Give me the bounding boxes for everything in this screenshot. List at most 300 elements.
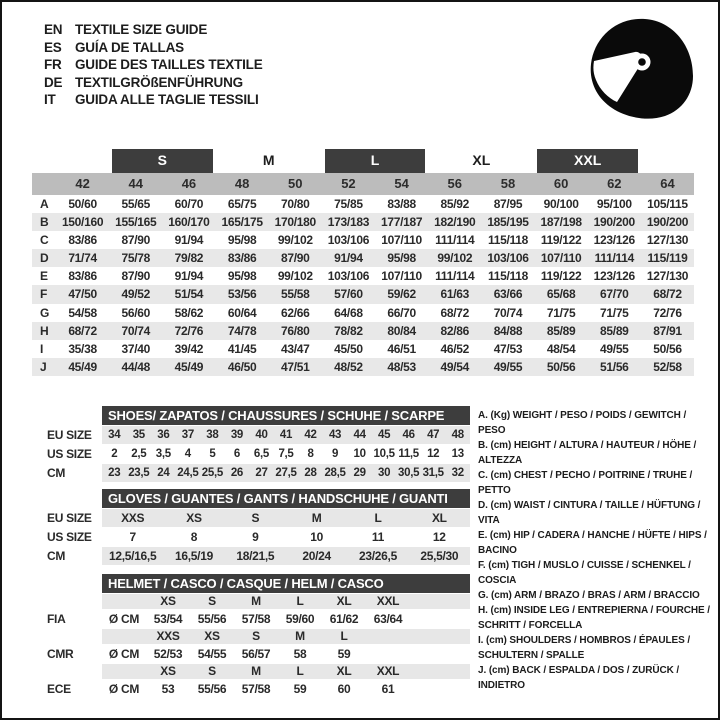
size-value: 30,5 bbox=[398, 467, 420, 479]
measurement-value: 50/56 bbox=[546, 359, 576, 374]
measurement-value: 123/126 bbox=[593, 269, 635, 284]
measurement-value: 177/187 bbox=[380, 215, 423, 230]
size-group-header: M bbox=[262, 152, 275, 168]
measurement-value: 111/114 bbox=[435, 233, 475, 248]
size-value: 23,5 bbox=[128, 467, 150, 479]
size-value: XXS bbox=[121, 511, 145, 525]
measurement-value: 185/195 bbox=[487, 215, 529, 230]
size-group-header: S bbox=[112, 149, 212, 173]
size-value: L bbox=[374, 511, 382, 525]
measurement-value: 66/70 bbox=[387, 305, 416, 320]
helmet-size-label: L bbox=[296, 594, 304, 608]
measurement-value: 115/118 bbox=[487, 233, 528, 248]
measurement-value: 75/78 bbox=[121, 251, 151, 266]
language-row bbox=[44, 91, 263, 109]
row-letter: H bbox=[40, 323, 49, 338]
language-title: GUIDA ALLE TAGLIE TESSILI bbox=[75, 92, 259, 108]
measurement-value: 165/175 bbox=[221, 215, 263, 230]
measurement-value: 76/80 bbox=[281, 323, 310, 338]
measurement-value: 70/80 bbox=[281, 197, 310, 211]
measurement-value: 87/90 bbox=[121, 269, 151, 284]
row-label: EU SIZE bbox=[47, 511, 92, 525]
helmet-size-value: 59/60 bbox=[285, 612, 315, 626]
measurement-value: 37/40 bbox=[121, 341, 151, 356]
language-title-block bbox=[44, 21, 263, 109]
row-label-spacer bbox=[32, 629, 102, 644]
legend-item: F. (cm) TIGH / MUSLO / CUISSE / SCHENKEL / COSCIA bbox=[478, 560, 691, 586]
measurement-value: 68/72 bbox=[653, 287, 682, 302]
size-column-header: 54 bbox=[394, 176, 409, 191]
measurement-value: 75/85 bbox=[334, 197, 363, 211]
measurement-value: 72/76 bbox=[174, 323, 204, 338]
size-column-header: 58 bbox=[500, 176, 516, 191]
helmet-size-label: XXL bbox=[376, 664, 400, 678]
measurement-value: 54/58 bbox=[68, 305, 97, 320]
unit-label: Ø CM bbox=[108, 612, 140, 626]
row-label-spacer bbox=[32, 664, 102, 679]
helmet-size-header-row bbox=[32, 664, 470, 679]
size-row bbox=[32, 528, 470, 546]
size-value: 28 bbox=[304, 467, 317, 479]
measurement-value: 70/74 bbox=[121, 323, 151, 338]
size-value: 42 bbox=[304, 429, 317, 441]
size-value: 30 bbox=[378, 467, 391, 479]
size-value: 12 bbox=[427, 448, 440, 460]
helmet-size-label: M bbox=[295, 629, 305, 643]
size-value: 44 bbox=[353, 429, 366, 441]
size-column-header: 60 bbox=[553, 176, 569, 191]
measurement-value: 103/106 bbox=[487, 251, 529, 266]
size-value: 36 bbox=[157, 429, 170, 441]
size-value: 27 bbox=[255, 467, 268, 479]
size-value: 37 bbox=[181, 429, 194, 441]
size-value: 16,5/19 bbox=[175, 549, 213, 563]
helmet-value-row bbox=[32, 610, 470, 628]
measurement-value: 105/115 bbox=[647, 197, 688, 211]
measurement-value: 91/94 bbox=[334, 251, 363, 266]
measurement-row bbox=[32, 267, 694, 285]
measurement-value: 68/72 bbox=[68, 323, 97, 338]
size-column-header: 48 bbox=[234, 176, 250, 191]
measurement-value: 87/90 bbox=[281, 251, 310, 266]
size-value: 12,5/16,5 bbox=[108, 549, 157, 563]
measurement-value: 49/54 bbox=[440, 359, 470, 374]
language-row bbox=[44, 21, 263, 39]
size-group-header: L bbox=[325, 149, 425, 173]
measurement-value: 56/60 bbox=[121, 305, 151, 320]
row-values bbox=[102, 547, 470, 565]
measurement-value: 85/89 bbox=[546, 323, 576, 338]
measurement-value: 119/122 bbox=[540, 233, 582, 248]
language-row bbox=[44, 39, 263, 57]
size-band-spacer bbox=[32, 173, 56, 195]
row-values bbox=[102, 445, 470, 463]
measurement-value: 61/63 bbox=[440, 287, 470, 302]
unit-spacer bbox=[102, 629, 146, 644]
size-value: 28,5 bbox=[324, 467, 346, 479]
row-values bbox=[102, 464, 470, 482]
helmet-size-value: 54/55 bbox=[197, 647, 227, 661]
measurement-value: 95/98 bbox=[387, 251, 416, 266]
size-row bbox=[32, 464, 470, 482]
size-value: 9 bbox=[252, 530, 259, 544]
size-value: 25,5 bbox=[201, 467, 223, 479]
helmet-size-label: XS bbox=[160, 664, 176, 678]
legend-item: J. (cm) BACK / ESPALDA / DOS / ZURÜCK / INDIETRO bbox=[478, 665, 680, 691]
row-label: EU SIZE bbox=[47, 428, 92, 442]
measurement-value: 52/58 bbox=[653, 359, 682, 374]
helmet-size-label: XXS bbox=[156, 629, 180, 643]
helmet-size-value: 53 bbox=[161, 682, 175, 696]
measurement-value: 182/190 bbox=[434, 215, 476, 230]
size-value: 40 bbox=[255, 429, 268, 441]
row-label: CM bbox=[47, 549, 66, 563]
size-value: 8 bbox=[190, 530, 198, 544]
measurement-value: 111/114 bbox=[435, 269, 475, 284]
legend-item: I. (cm) SHOULDERS / HOMBROS / ÉPAULES / SCHULTERN / SPALLE bbox=[478, 635, 691, 661]
standard-label: ECE bbox=[47, 682, 71, 696]
size-value: 26 bbox=[230, 467, 244, 479]
measurement-value: 71/74 bbox=[68, 251, 97, 266]
measurement-value: 62/66 bbox=[281, 305, 310, 320]
row-label: CM bbox=[47, 466, 66, 480]
helmet-size-value: 55/56 bbox=[197, 682, 227, 696]
measurement-row bbox=[32, 231, 694, 249]
measurement-value: 115/119 bbox=[647, 251, 688, 266]
size-value: 20/24 bbox=[302, 549, 331, 563]
measurement-value: 84/88 bbox=[493, 323, 523, 338]
measurement-value: 48/53 bbox=[387, 359, 416, 374]
measurement-value: 35/38 bbox=[68, 341, 97, 356]
legend-item: E. (cm) HIP / CADERA / HANCHE / HÜFTE / HIPS / BACINO bbox=[478, 530, 707, 556]
language-title: GUIDE DES TAILLES TEXTILE bbox=[75, 57, 263, 73]
legend-item: B. (cm) HEIGHT / ALTURA / HAUTEUR / HÖHE / ALTEZZA bbox=[478, 440, 697, 466]
helmet-size-label: S bbox=[208, 664, 216, 678]
size-value: 34 bbox=[108, 429, 121, 441]
measurement-value: 170/180 bbox=[274, 215, 316, 230]
helmet-value-row bbox=[32, 645, 470, 663]
measurement-value: 48/52 bbox=[334, 359, 363, 374]
language-row bbox=[44, 74, 263, 92]
size-value: XS bbox=[186, 511, 202, 525]
helmet-size-label: L bbox=[296, 664, 304, 678]
measurement-value: 85/92 bbox=[440, 197, 470, 211]
helmet-values bbox=[102, 610, 470, 628]
measurement-value: 67/70 bbox=[600, 287, 629, 302]
measurement-value: 47/53 bbox=[493, 341, 523, 356]
language-code: IT bbox=[44, 92, 56, 108]
size-value: 18/21,5 bbox=[236, 549, 275, 563]
helmet-size-label: S bbox=[208, 594, 216, 608]
legend-item: C. (cm) CHEST / PECHO / POITRINE / TRUHE / PETTO bbox=[478, 470, 693, 496]
measurement-value: 68/72 bbox=[440, 305, 470, 320]
size-value: 38 bbox=[206, 429, 219, 441]
size-value: 25,5/30 bbox=[420, 549, 459, 563]
legend-item: A. (Kg) WEIGHT / PESO / POIDS / GEWITCH / PESO bbox=[478, 410, 687, 436]
measurement-value: 99/102 bbox=[277, 269, 313, 284]
measurement-value: 58/62 bbox=[174, 305, 204, 320]
helmet-sizes bbox=[102, 664, 470, 679]
language-code: EN bbox=[44, 22, 63, 37]
measurement-value: 91/94 bbox=[174, 269, 204, 284]
measurement-value: 80/84 bbox=[387, 323, 416, 338]
size-value: 6,5 bbox=[253, 448, 269, 460]
measurement-value: 127/130 bbox=[646, 233, 689, 248]
helmet-size-label: XS bbox=[160, 594, 176, 608]
measurement-value: 46/51 bbox=[387, 341, 416, 356]
size-group-header bbox=[56, 149, 106, 173]
size-value: 3,5 bbox=[155, 448, 171, 460]
helmet-size-value: 63/64 bbox=[373, 612, 403, 626]
measurement-value: 103/106 bbox=[327, 233, 370, 248]
measurement-row bbox=[32, 195, 694, 213]
size-value: 41 bbox=[279, 429, 293, 441]
language-title: TEXTILE SIZE GUIDE bbox=[75, 22, 208, 37]
helmet-size-value: 59 bbox=[293, 682, 307, 696]
size-column-header: 64 bbox=[660, 176, 675, 191]
language-code: FR bbox=[44, 57, 62, 73]
size-row bbox=[32, 426, 470, 444]
measurement-value: 50/56 bbox=[653, 341, 682, 356]
size-value: 11,5 bbox=[398, 448, 419, 460]
size-value: 6 bbox=[233, 448, 240, 460]
measurement-value: 82/86 bbox=[440, 323, 470, 338]
measurement-value: 95/100 bbox=[596, 197, 632, 211]
size-value: 45 bbox=[378, 429, 391, 441]
helmet-size-value: 61 bbox=[381, 682, 395, 696]
row-label: US SIZE bbox=[47, 447, 92, 461]
size-value: 13 bbox=[451, 448, 464, 460]
size-value: XL bbox=[431, 511, 447, 525]
measurement-value: 64/68 bbox=[334, 305, 363, 320]
helmet-size-table bbox=[32, 574, 470, 698]
size-value: 5 bbox=[209, 448, 216, 460]
measurement-value: 45/49 bbox=[174, 359, 204, 374]
measurement-value: 65/68 bbox=[546, 287, 576, 302]
size-value: 4 bbox=[184, 448, 191, 460]
measurement-value: 46/50 bbox=[227, 359, 257, 374]
measurement-value: 60/70 bbox=[174, 197, 204, 211]
measurement-value: 63/66 bbox=[493, 287, 523, 302]
row-letter: B bbox=[40, 215, 49, 230]
helmet-section-title: HELMET / CASCO / CASQUE / HELM / CASCO bbox=[102, 574, 470, 593]
language-code: DE bbox=[44, 74, 63, 90]
shoes-size-table bbox=[32, 406, 470, 482]
size-group-header: XXL bbox=[537, 149, 637, 173]
row-label-spacer bbox=[32, 594, 102, 609]
size-value: 12 bbox=[432, 530, 446, 544]
language-code: ES bbox=[44, 39, 62, 55]
measurement-value: 45/49 bbox=[68, 359, 97, 374]
measurement-value: 51/54 bbox=[174, 287, 204, 302]
measurement-value: 90/100 bbox=[543, 197, 579, 211]
measurement-value: 91/94 bbox=[174, 233, 204, 248]
measurement-value: 79/82 bbox=[174, 251, 204, 266]
legend-item: H. (cm) INSIDE LEG / ENTREPIERNA / FOURCHE / SCHRITT / FORCELLA bbox=[478, 605, 710, 631]
measurement-value: 155/165 bbox=[115, 215, 157, 230]
measurement-value: 43/47 bbox=[281, 341, 310, 356]
size-value: 7 bbox=[129, 530, 136, 544]
size-row bbox=[32, 547, 470, 565]
measurement-value: 190/200 bbox=[646, 215, 689, 230]
helmet-sizes bbox=[102, 594, 470, 609]
size-value: 39 bbox=[230, 429, 244, 441]
measurement-value: 78/82 bbox=[334, 323, 363, 338]
size-value: 43 bbox=[328, 429, 342, 441]
legend-item: D. (cm) WAIST / CINTURA / TAILLE / HÜFTUNG / VITA bbox=[478, 500, 701, 526]
measurement-value: 83/86 bbox=[227, 251, 257, 266]
row-letter: A bbox=[40, 197, 49, 211]
measurement-value: 72/76 bbox=[653, 305, 682, 320]
size-column-header: 44 bbox=[128, 176, 143, 191]
measurement-value: 119/122 bbox=[540, 269, 582, 284]
size-column-header: 42 bbox=[75, 176, 90, 191]
measurement-value: 57/60 bbox=[334, 287, 363, 302]
helmet-size-label: S bbox=[252, 629, 260, 643]
measurement-value: 150/160 bbox=[61, 215, 104, 230]
measurement-value: 95/98 bbox=[227, 269, 257, 284]
helmet-size-value: 59 bbox=[337, 647, 351, 661]
measurement-value: 47/50 bbox=[68, 287, 97, 302]
measurement-value: 107/110 bbox=[381, 269, 422, 284]
measurement-legend bbox=[478, 408, 712, 693]
measurement-value: 83/86 bbox=[68, 269, 97, 284]
helmet-size-header-row bbox=[32, 629, 470, 644]
measurement-value: 99/102 bbox=[437, 251, 473, 266]
unit-label: Ø CM bbox=[108, 647, 140, 661]
helmet-size-label: M bbox=[251, 664, 261, 678]
measurement-value: 173/183 bbox=[327, 215, 370, 230]
row-letter: G bbox=[40, 305, 50, 320]
helmet-size-value: 55/56 bbox=[197, 612, 227, 626]
helmet-icon-svg bbox=[580, 14, 702, 126]
size-value: 27,5 bbox=[275, 467, 297, 479]
row-values bbox=[102, 509, 470, 527]
helmet-icon bbox=[580, 14, 702, 126]
unit-spacer bbox=[102, 594, 146, 609]
size-column-header: 50 bbox=[288, 176, 303, 191]
size-value: 48 bbox=[451, 429, 464, 441]
measurement-value: 49/52 bbox=[121, 287, 151, 302]
size-value: 46 bbox=[402, 429, 415, 441]
helmet-size-value: 58 bbox=[293, 647, 307, 661]
measurement-value: 47/51 bbox=[281, 359, 310, 374]
measurement-value: 103/106 bbox=[327, 269, 370, 284]
measurement-row bbox=[32, 358, 694, 376]
helmet-size-value: 57/58 bbox=[241, 682, 271, 696]
row-letter: I bbox=[40, 341, 44, 356]
size-value: M bbox=[311, 511, 322, 525]
gloves-size-table bbox=[32, 489, 470, 565]
measurement-value: 160/170 bbox=[168, 215, 210, 230]
measurement-row bbox=[32, 322, 694, 340]
measurement-value: 46/52 bbox=[440, 341, 470, 356]
size-value: 2 bbox=[111, 448, 118, 460]
measurement-value: 95/98 bbox=[227, 233, 257, 248]
measurement-value: 45/50 bbox=[334, 341, 363, 356]
measurement-value: 187/198 bbox=[540, 215, 582, 230]
size-value: 29 bbox=[353, 467, 366, 479]
measurement-value: 59/62 bbox=[387, 287, 416, 302]
shoes-section-title: SHOES/ ZAPATOS / CHAUSSURES / SCHUHE / SCARPE bbox=[102, 406, 470, 425]
row-letter: F bbox=[40, 287, 48, 302]
helmet-size-label: M bbox=[251, 594, 261, 608]
unit-label: Ø CM bbox=[108, 682, 140, 696]
row-label: US SIZE bbox=[47, 530, 92, 544]
standard-label: FIA bbox=[47, 612, 66, 626]
size-value: 31,5 bbox=[422, 467, 444, 479]
size-value: 23 bbox=[108, 467, 121, 479]
size-value: 24 bbox=[157, 467, 170, 479]
measurement-value: 53/56 bbox=[227, 287, 257, 302]
size-value: 10 bbox=[353, 448, 366, 460]
measurement-row bbox=[32, 213, 694, 231]
measurement-row bbox=[32, 249, 694, 267]
helmet-values bbox=[102, 645, 470, 663]
measurement-value: 87/91 bbox=[653, 323, 682, 338]
helmet-size-label: XL bbox=[336, 664, 352, 678]
measurement-value: 190/200 bbox=[593, 215, 635, 230]
size-value: 35 bbox=[132, 429, 145, 441]
row-letter: C bbox=[40, 233, 49, 248]
size-value: 32 bbox=[451, 467, 464, 479]
measurement-value: 50/60 bbox=[68, 197, 97, 211]
measurement-value: 41/45 bbox=[227, 341, 257, 356]
measurement-value: 71/75 bbox=[600, 305, 629, 320]
measurement-value: 70/74 bbox=[493, 305, 523, 320]
row-values bbox=[102, 426, 470, 444]
helmet-size-label: L bbox=[340, 629, 348, 643]
textile-size-table bbox=[32, 149, 694, 376]
measurement-value: 65/75 bbox=[227, 197, 257, 211]
size-group-header: XL bbox=[472, 152, 491, 168]
size-value: 10 bbox=[310, 530, 324, 544]
measurement-value: 115/118 bbox=[487, 269, 528, 284]
measurement-value: 48/54 bbox=[546, 341, 576, 356]
measurement-value: 49/55 bbox=[600, 341, 629, 356]
gloves-section-title: GLOVES / GUANTES / GANTS / HANDSCHUHE / GUANTI bbox=[102, 489, 470, 508]
measurement-value: 107/110 bbox=[540, 251, 582, 266]
measurement-value: 85/89 bbox=[600, 323, 629, 338]
measurement-value: 55/65 bbox=[121, 197, 151, 211]
measurement-row bbox=[32, 285, 694, 303]
size-column-header: 56 bbox=[447, 176, 463, 191]
row-letter: J bbox=[40, 359, 47, 374]
helmet-value-row bbox=[32, 680, 470, 698]
language-row bbox=[44, 56, 263, 74]
helmet-size-label: XS bbox=[204, 629, 220, 643]
measurement-value: 87/90 bbox=[121, 233, 151, 248]
size-value: 2,5 bbox=[131, 448, 147, 460]
measurement-value: 123/126 bbox=[593, 233, 635, 248]
measurement-value: 83/86 bbox=[68, 233, 97, 248]
size-column-header: 52 bbox=[341, 176, 356, 191]
measurement-value: 127/130 bbox=[646, 269, 689, 284]
measurement-value: 60/64 bbox=[227, 305, 257, 320]
unit-spacer bbox=[102, 664, 146, 679]
size-value: 10,5 bbox=[373, 448, 395, 460]
helmet-size-label: XL bbox=[336, 594, 352, 608]
row-values bbox=[102, 528, 470, 546]
measurement-value: 74/78 bbox=[227, 323, 257, 338]
legend-item: G. (cm) ARM / BRAZO / BRAS / ARM / BRACCIO bbox=[478, 590, 700, 601]
helmet-size-value: 60 bbox=[337, 682, 351, 696]
measurement-value: 83/88 bbox=[387, 197, 416, 211]
measurement-value: 55/58 bbox=[281, 287, 310, 302]
measurement-value: 87/95 bbox=[493, 197, 523, 211]
language-title: TEXTILGRÖßENFÜHRUNG bbox=[75, 74, 243, 90]
size-row bbox=[32, 509, 470, 527]
